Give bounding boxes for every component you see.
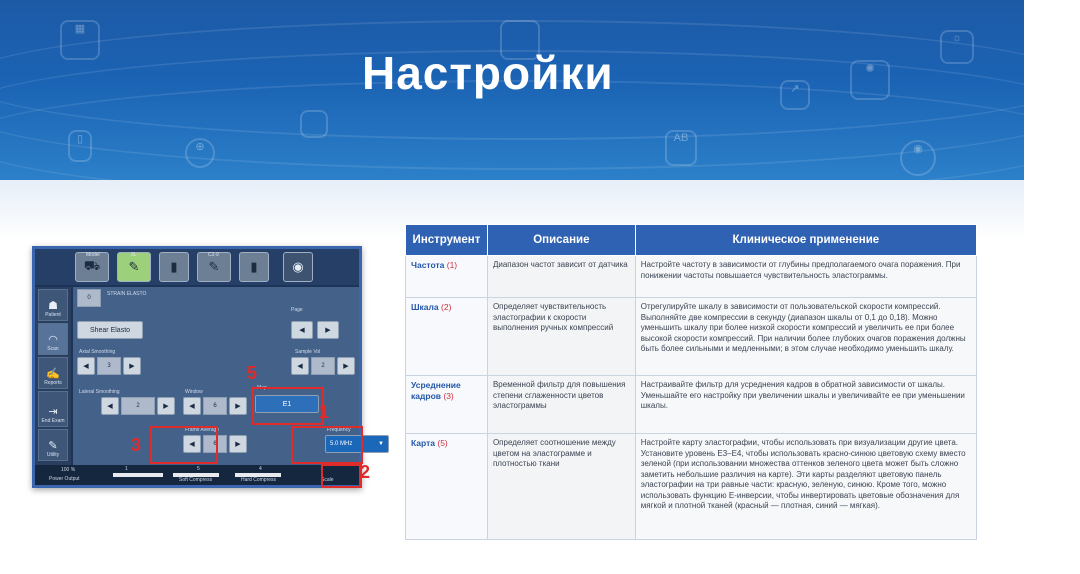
axial-value: 3 xyxy=(97,357,121,375)
tool-name: Шкала xyxy=(411,302,439,312)
tab-probe-3l[interactable] xyxy=(117,252,151,282)
tab-label: C2-9 xyxy=(208,252,219,258)
scale-slider[interactable] xyxy=(113,473,163,477)
side-label: Scan xyxy=(47,346,59,352)
map-label: Map xyxy=(257,385,267,391)
sample-dec-button[interactable]: ◀ xyxy=(291,357,309,375)
chart-icon: ↗ xyxy=(780,80,810,110)
side-reports[interactable] xyxy=(38,357,68,389)
lateral-value: 2 xyxy=(121,397,155,415)
table-row xyxy=(406,434,977,540)
chevron-down-icon: ▼ xyxy=(378,441,384,447)
frame-value: 6 xyxy=(203,435,227,453)
tool-number: (3) xyxy=(443,390,454,401)
tool-cell xyxy=(406,256,488,298)
tab-probe-4[interactable] xyxy=(239,252,269,282)
clinical-cell: Настройте частоту в зависимости от глубины предполагаемого очага поражения. При понижении частоты повышается чувствительность эластограммы. xyxy=(635,256,976,298)
side-label: End Exam xyxy=(41,418,65,424)
person-icon: ☗ xyxy=(48,300,58,312)
tool-number: (1) xyxy=(446,260,458,270)
side-label: Patient xyxy=(45,312,61,318)
table-header-row xyxy=(406,225,977,256)
side-menu xyxy=(35,287,71,465)
frame-inc-button[interactable]: ▶ xyxy=(229,435,247,453)
tab-label: 3L xyxy=(131,252,137,258)
mode-number: 0 xyxy=(77,289,101,307)
scale-label: Scale xyxy=(321,477,334,483)
description-cell: Диапазон частот зависит от датчика xyxy=(487,256,635,298)
description-cell: Определяет соотношение между цветом на эластограмме и плотностью ткани xyxy=(487,434,635,540)
page-label: Page xyxy=(291,307,303,313)
frequency-value: 5.0 MHz xyxy=(330,441,353,447)
probe-icon: ▮ xyxy=(250,259,258,274)
callout-number-2: 2 xyxy=(360,462,371,482)
settings-table xyxy=(405,224,977,540)
window-value: 6 xyxy=(203,397,227,415)
grid-icon: ▦ xyxy=(60,20,100,60)
window-dec-button[interactable]: ◀ xyxy=(183,397,201,415)
side-end-exam[interactable] xyxy=(38,391,68,427)
zoom-icon: ⊕ xyxy=(185,138,215,168)
tab-model[interactable] xyxy=(75,252,109,282)
side-patient[interactable] xyxy=(38,289,68,321)
sample-label: Sample Vol xyxy=(295,349,321,355)
tool-name: Частота xyxy=(411,260,445,270)
callout-number-5: 5 xyxy=(247,363,258,383)
sample-inc-button[interactable]: ▶ xyxy=(337,357,355,375)
square-icon xyxy=(300,110,328,138)
sun-icon: ☼ xyxy=(940,30,974,64)
callout-box-map xyxy=(252,387,324,425)
tool-number: (5) xyxy=(437,438,448,448)
description-cell: Временной фильтр для повышения степени сглаженности цветов эластограммы xyxy=(487,376,635,434)
probe-icon: ✎ xyxy=(128,259,140,274)
window-label: Window xyxy=(185,389,203,395)
tool-cell xyxy=(406,298,488,376)
tool-number: (2) xyxy=(441,302,452,312)
frame-dec-button[interactable]: ◀ xyxy=(183,435,201,453)
axial-label: Axial Smoothing xyxy=(79,349,116,355)
frame-label: Frame Average xyxy=(185,427,220,433)
callout-number-3: 3 xyxy=(131,435,142,455)
lateral-label: Lateral Smoothing xyxy=(79,389,120,395)
report-icon: ✍ xyxy=(46,368,60,380)
window-inc-button[interactable]: ▶ xyxy=(229,397,247,415)
page-prev-button[interactable]: ◀ xyxy=(291,321,313,339)
soft-slider[interactable] xyxy=(173,473,219,477)
table-row xyxy=(406,376,977,434)
sample-value: 2 xyxy=(311,357,335,375)
hard-value: 4 xyxy=(259,466,262,472)
mobile-icon: ▯ xyxy=(68,130,92,162)
frequency-label: Frequency xyxy=(327,427,351,433)
shear-elasto-button[interactable]: Shear Elasto xyxy=(77,321,143,339)
tab-probe-c29[interactable] xyxy=(197,252,231,282)
header-banner xyxy=(0,0,1024,180)
axial-inc-button[interactable]: ▶ xyxy=(123,357,141,375)
callout-box-frequency xyxy=(291,426,363,464)
tool-name: Карта xyxy=(411,438,435,448)
ultrasound-screenshot xyxy=(32,246,384,488)
tab-probe-2[interactable] xyxy=(159,252,189,282)
clinical-cell: Настройте карту эластографии, чтобы использовать при визуализации другие цвета. Установите уровень E3–E4, чтобы использовать красно-синюю цветовую схему вместо зеленой (при использовании множества оттенков зеленого цвета может быть сложно заметить небольшие различия на карте). Эти карты разделяют цветовую панель эластографии на три равные части: красную, зеленую, синюю. Кроме того, можно использовать функцию E-инверсии, чтобы инвертировать цветовые обозначения для мягкой и плотной тканей (красный — плотная, синий — мягкая). xyxy=(635,434,976,540)
slide-title: Настройки xyxy=(362,47,614,99)
bottom-controls xyxy=(35,465,359,485)
hard-label: Hard Compress xyxy=(241,477,277,483)
power-label: Power Output xyxy=(49,476,80,482)
header-description: Описание xyxy=(487,225,635,256)
scale-value: 1 xyxy=(125,466,128,472)
table-row xyxy=(406,298,977,376)
tool-name: Усреднение кадров xyxy=(411,380,461,401)
callout-number-1: 1 xyxy=(319,402,330,422)
tool-cell xyxy=(406,434,488,540)
cd-icon: ◉ xyxy=(292,259,304,274)
soft-label: Soft Compress xyxy=(179,477,213,483)
side-scan[interactable] xyxy=(38,323,68,355)
tab-label: Model xyxy=(86,252,100,258)
ab-icon: AB xyxy=(665,130,697,166)
wrench-icon: ✎ xyxy=(48,440,58,452)
probe-icon: ▮ xyxy=(170,259,178,274)
side-label: Utility xyxy=(46,452,60,458)
clinical-cell: Настраивайте фильтр для усреднения кадров в обратной зависимости от шкалы. Уменьшайте его настройку при увеличении шкалы и увеличивайте ее при уменьшении шкалы. xyxy=(635,376,976,434)
end-exam-icon: ⇥ xyxy=(48,406,58,418)
gear-icon: ✺ xyxy=(850,60,890,100)
probe-icon: ✎ xyxy=(208,259,220,274)
page-next-button[interactable]: ▶ xyxy=(317,321,339,339)
mode-label: STRAIN ELASTO xyxy=(107,291,147,297)
side-label: Reports xyxy=(44,380,62,386)
table-row xyxy=(406,256,977,298)
car-icon: ⛟ xyxy=(83,258,101,273)
callout-box-frame xyxy=(150,426,218,464)
tool-cell xyxy=(406,376,488,434)
soft-value: 5 xyxy=(197,466,200,472)
side-utility[interactable] xyxy=(38,429,68,461)
map-button[interactable]: E1 xyxy=(255,395,319,413)
eye-icon: ◉ xyxy=(900,140,936,176)
callout-box-scale xyxy=(321,464,361,488)
scan-icon: ◠ xyxy=(48,334,58,346)
header-tool: Инструмент xyxy=(406,225,488,256)
tab-cd[interactable] xyxy=(283,252,313,282)
lateral-inc-button[interactable]: ▶ xyxy=(157,397,175,415)
description-cell: Определяет чувствительность эластографии к скорости выполнения ручных компрессий xyxy=(487,298,635,376)
axial-dec-button[interactable]: ◀ xyxy=(77,357,95,375)
header-clinical: Клиническое применение xyxy=(635,225,976,256)
lateral-dec-button[interactable]: ◀ xyxy=(101,397,119,415)
clinical-cell: Отрегулируйте шкалу в зависимости от пользовательской скорости компрессий. Выполняйте две компрессии в секунду (диапазон шкалы от 0,1 до 0,18). Можно уменьшить шкалу при более низкой скорости компрессий и увеличить ее при более высокой скорости компрессий. При наличии более глубоких очагов поражения должны быть более сильными и медленными; в этом случае необходимо уменьшить шкалу. xyxy=(635,298,976,376)
probe-tab-bar xyxy=(35,249,359,285)
hard-slider[interactable] xyxy=(235,473,281,477)
power-value: 100 % xyxy=(61,467,76,473)
